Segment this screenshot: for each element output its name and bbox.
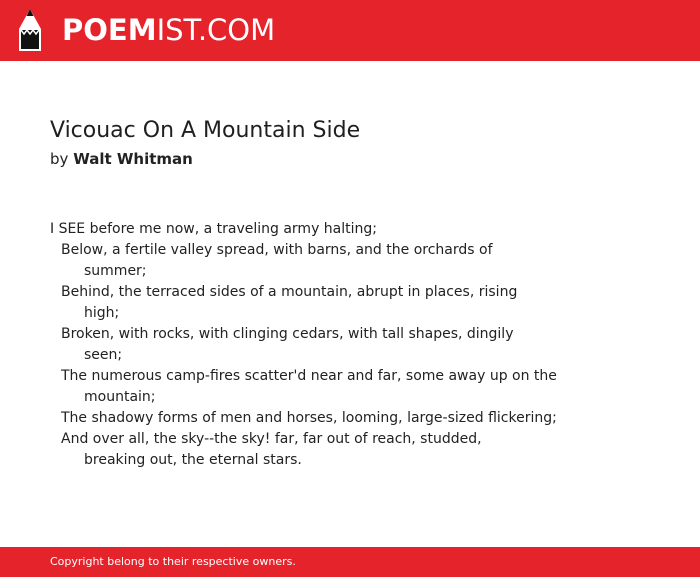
by-label: by	[50, 150, 69, 168]
poem-body	[50, 219, 650, 471]
poem-line: seen;	[84, 347, 123, 363]
poem-line: mountain;	[84, 389, 156, 405]
poem-line: high;	[84, 305, 120, 321]
poem-line: The numerous camp-fires scatter'd near and far, some away up on the	[61, 368, 557, 384]
poem-title: Vicouac On A Mountain Side	[50, 118, 361, 143]
poem-line: Broken, with rocks, with clinging cedars, with tall shapes, dingily	[61, 326, 514, 342]
footer-bar	[0, 547, 700, 577]
poem-line: summer;	[84, 263, 147, 279]
logo-bold-text: POEM	[62, 13, 157, 47]
site-logo[interactable]	[62, 12, 275, 48]
byline	[50, 149, 193, 169]
poem-line: The shadowy forms of men and horses, looming, large-sized flickering;	[61, 410, 557, 426]
poem-line: Below, a fertile valley spread, with barns, and the orchards of	[61, 242, 493, 258]
pencil-tip-icon[interactable]	[18, 9, 42, 51]
logo-light-text: IST.COM	[156, 13, 276, 47]
poem-line: breaking out, the eternal stars.	[84, 452, 302, 468]
poem-line: I SEE before me now, a traveling army halting;	[50, 221, 378, 237]
poem-line: Behind, the terraced sides of a mountain, abrupt in places, rising	[61, 284, 518, 300]
author-name: Walt Whitman	[73, 150, 193, 168]
copyright-text: Copyright belong to their respective owners.	[50, 555, 296, 568]
poem-line: And over all, the sky--the sky! far, far out of reach, studded,	[61, 431, 482, 447]
header-bar	[0, 0, 700, 61]
